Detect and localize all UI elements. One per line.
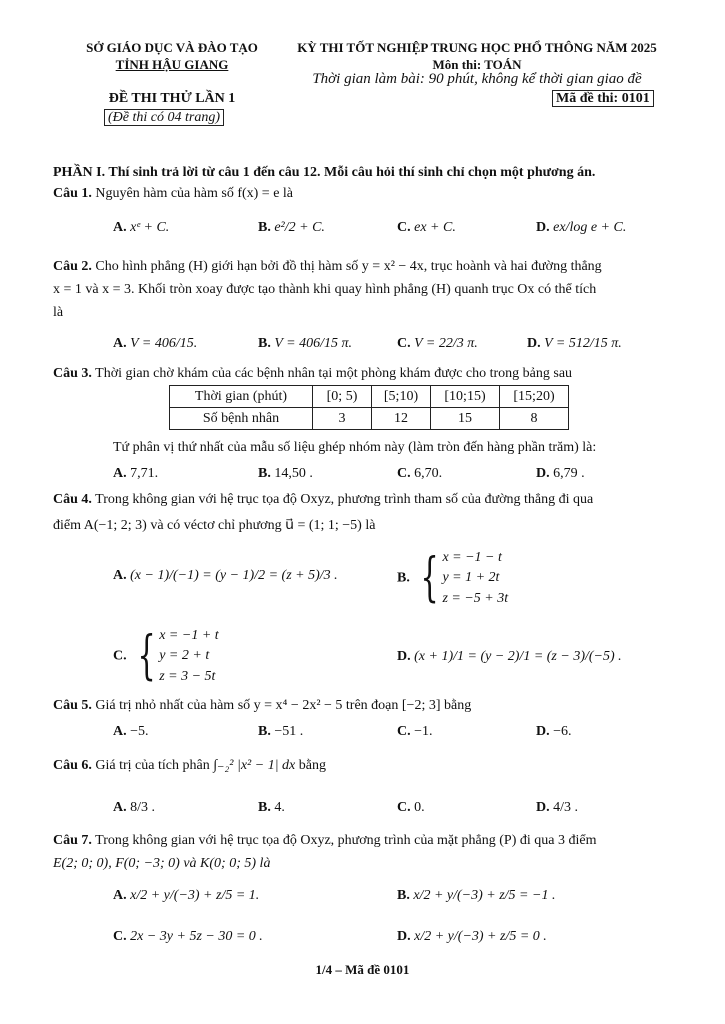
option-letter: D. — [536, 800, 550, 815]
equation-system — [130, 626, 219, 687]
option-7c[interactable] — [113, 929, 263, 945]
question-4 — [53, 492, 593, 508]
option-4a[interactable] — [113, 568, 338, 584]
question-label: Câu 4. — [53, 492, 92, 507]
frequency-table — [169, 385, 569, 430]
option-7d[interactable] — [397, 929, 547, 945]
option-text: 8/3 . — [130, 800, 156, 815]
question-text-line2: điểm A(−1; 2; 3) và có véctơ chỉ phương u⃗ = (1; 1; −5) là — [53, 518, 376, 533]
table-cell: 3 — [313, 408, 372, 430]
option-letter: B. — [397, 888, 410, 903]
option-3a[interactable] — [113, 466, 158, 482]
table-cell: 8 — [500, 408, 569, 430]
question-text: Giá trị nhỏ nhất của hàm số y = x⁴ − 2x² − 5 trên đoạn [−2; 3] bằng — [95, 698, 472, 713]
option-7a[interactable] — [113, 888, 259, 904]
brace-icon: { — [420, 548, 439, 609]
table-cell: [15;20) — [500, 386, 569, 408]
option-5d[interactable] — [536, 724, 572, 740]
option-text: x/2 + y/(−3) + z/5 = 0 . — [414, 929, 547, 944]
option-text: −51 . — [274, 724, 304, 739]
question-1 — [53, 186, 293, 202]
option-2a[interactable] — [113, 336, 197, 352]
question-label: Câu 2. — [53, 259, 92, 274]
question-text-line3: là — [53, 305, 64, 320]
option-text: xᵉ + C. — [130, 220, 170, 235]
question-text-line2: E(2; 0; 0), F(0; −3; 0) và K(0; 0; 5) là — [53, 856, 271, 871]
option-letter: A. — [113, 466, 127, 481]
table-cell: [5;10) — [372, 386, 431, 408]
option-letter: C. — [113, 648, 127, 664]
trial-label: ĐỀ THI THỬ LẦN 1 — [108, 91, 236, 106]
option-4d[interactable] — [397, 649, 622, 665]
option-text: 4. — [274, 800, 285, 815]
table-cell: [10;15) — [431, 386, 500, 408]
option-3b[interactable] — [258, 466, 313, 482]
option-text: e²/2 + C. — [274, 220, 325, 235]
question-label: Câu 1. — [53, 186, 92, 201]
option-letter: B. — [258, 724, 271, 739]
option-letter: D. — [536, 220, 550, 235]
question-text: Nguyên hàm của hàm số f(x) = e là — [95, 186, 294, 201]
option-text: x/2 + y/(−3) + z/5 = 1. — [130, 888, 260, 903]
table-cell: [0; 5) — [313, 386, 372, 408]
system-row: z = 3 − 5t — [159, 668, 216, 684]
section-title: PHẦN I. Thí sinh trả lời từ câu 1 đến câu 12. Mỗi câu hỏi thí sinh chỉ chọn một phương án. — [53, 165, 596, 180]
equation-system — [413, 548, 508, 609]
option-letter: C. — [397, 466, 411, 481]
question-label: Câu 7. — [53, 833, 92, 848]
option-text: (x − 1)/(−1) = (y − 1)/2 = (z + 5)/3 . — [130, 568, 338, 583]
option-text: ex + C. — [414, 220, 456, 235]
option-letter: A. — [113, 724, 127, 739]
brace-icon: { — [137, 626, 156, 687]
system-row: y = 1 + 2t — [442, 570, 500, 586]
option-4b[interactable] — [397, 548, 508, 609]
option-5b[interactable] — [258, 724, 303, 740]
option-letter: D. — [536, 466, 550, 481]
table-row — [170, 386, 569, 408]
system-row: x = −1 − t — [442, 550, 502, 565]
table-header-cell: Số bệnh nhân — [170, 408, 313, 430]
question-7 — [53, 833, 596, 849]
option-1b[interactable] — [258, 220, 325, 236]
option-letter: C. — [113, 929, 127, 944]
department-line2: TỈNH HẬU GIANG — [115, 57, 229, 72]
exam-code: Mã đề thi: 0101 — [552, 90, 654, 107]
option-letter: D. — [527, 336, 541, 351]
option-5c[interactable] — [397, 724, 433, 740]
option-letter: A. — [113, 888, 127, 903]
option-text: −5. — [130, 724, 149, 739]
option-letter: D. — [536, 724, 550, 739]
option-2c[interactable] — [397, 336, 478, 352]
subject-label: Môn thi: TOÁN — [432, 57, 522, 72]
option-text: −1. — [414, 724, 433, 739]
option-letter: C. — [397, 336, 411, 351]
option-letter: C. — [397, 724, 411, 739]
question-text-line1: Trong không gian với hệ trục tọa độ Oxyz, phương trình tham số của đường thẳng đi qua — [95, 492, 594, 507]
option-text: 6,79 . — [553, 466, 585, 481]
question-text-line1: Trong không gian với hệ trục tọa độ Oxyz, phương trình của mặt phẳng (P) đi qua 3 điểm — [95, 833, 597, 848]
option-4c[interactable] — [113, 626, 219, 687]
option-letter: A. — [113, 568, 127, 583]
table-header-cell: Thời gian (phút) — [170, 386, 313, 408]
option-letter: A. — [113, 336, 127, 351]
option-3c[interactable] — [397, 466, 442, 482]
option-letter: B. — [258, 466, 271, 481]
option-1c[interactable] — [397, 220, 456, 236]
option-letter: D. — [397, 649, 411, 664]
option-letter: D. — [397, 929, 411, 944]
option-text: 14,50 . — [274, 466, 313, 481]
department-line1: SỞ GIÁO DỤC VÀ ĐÀO TẠO — [86, 40, 258, 55]
question-text-after: bằng — [298, 758, 326, 773]
option-6d[interactable] — [536, 800, 578, 816]
question-5 — [53, 698, 471, 714]
option-text: 7,71. — [130, 466, 159, 481]
option-6a[interactable] — [113, 800, 155, 816]
option-text: −6. — [553, 724, 572, 739]
table-cell: 12 — [372, 408, 431, 430]
question-3 — [53, 366, 572, 382]
option-text: 2x − 3y + 5z − 30 = 0 . — [130, 929, 263, 944]
question-text: Giá trị của tích phân — [95, 758, 210, 773]
question-label: Câu 3. — [53, 366, 92, 381]
option-text: V = 512/15 π. — [544, 336, 622, 351]
question-6 — [53, 757, 326, 774]
option-letter: B. — [258, 220, 271, 235]
table-row — [170, 408, 569, 430]
table-cell: 15 — [431, 408, 500, 430]
option-text: V = 22/3 π. — [414, 336, 478, 351]
question-label: Câu 6. — [53, 758, 92, 773]
option-letter: B. — [397, 570, 410, 586]
page-footer: 1/4 – Mã đề 0101 — [315, 962, 410, 977]
question-3-prompt: Tứ phân vị thứ nhất của mẫu số liệu ghép nhóm này (làm tròn đến hàng phần trăm) là: — [113, 440, 597, 455]
question-text-line1: Cho hình phẳng (H) giới hạn bởi đồ thị hàm số y = x² − 4x, trục hoành và hai đường thẳng — [95, 259, 602, 274]
option-letter: A. — [113, 800, 127, 815]
option-letter: A. — [113, 220, 127, 235]
option-7b[interactable] — [397, 888, 555, 904]
option-text: 0. — [414, 800, 425, 815]
option-text: ex/log e + C. — [553, 220, 627, 235]
option-letter: C. — [397, 800, 411, 815]
option-5a[interactable] — [113, 724, 149, 740]
option-text: (x + 1)/1 = (y − 2)/1 = (z − 3)/(−5) . — [414, 649, 622, 664]
option-1d[interactable] — [536, 220, 626, 236]
option-letter: C. — [397, 220, 411, 235]
question-label: Câu 5. — [53, 698, 92, 713]
system-row: y = 2 + t — [159, 648, 210, 664]
option-2d[interactable] — [527, 336, 622, 352]
exam-title: KỲ THI TỐT NGHIỆP TRUNG HỌC PHỔ THÔNG NĂM 2025 — [297, 40, 657, 55]
time-note: Thời gian làm bài: 90 phút, không kể thời gian giao đề — [312, 71, 642, 87]
option-letter: B. — [258, 800, 271, 815]
option-6c[interactable] — [397, 800, 425, 816]
option-text: V = 406/15. — [130, 336, 198, 351]
option-text: 4/3 . — [553, 800, 579, 815]
pages-note: (Đề thi có 04 trang) — [104, 109, 224, 126]
option-text: 6,70. — [414, 466, 443, 481]
option-text: V = 406/15 π. — [274, 336, 352, 351]
option-letter: B. — [258, 336, 271, 351]
option-6b[interactable] — [258, 800, 285, 816]
option-3d[interactable] — [536, 466, 585, 482]
option-text: x/2 + y/(−3) + z/5 = −1 . — [413, 888, 556, 903]
option-1a[interactable] — [113, 220, 169, 236]
question-text-line2: x = 1 và x = 3. Khối tròn xoay được tạo thành khi quay hình phẳng (H) quanh trục Ox có thể tích — [53, 282, 597, 297]
question-2 — [53, 259, 602, 275]
question-text: Thời gian chờ khám của các bệnh nhân tại một phòng khám được cho trong bảng sau — [95, 366, 573, 381]
integral-expression: ∫₋₂² |x² − 1| dx — [213, 758, 296, 773]
option-2b[interactable] — [258, 336, 352, 352]
system-row: z = −5 + 3t — [442, 590, 509, 606]
system-row: x = −1 + t — [159, 628, 219, 643]
